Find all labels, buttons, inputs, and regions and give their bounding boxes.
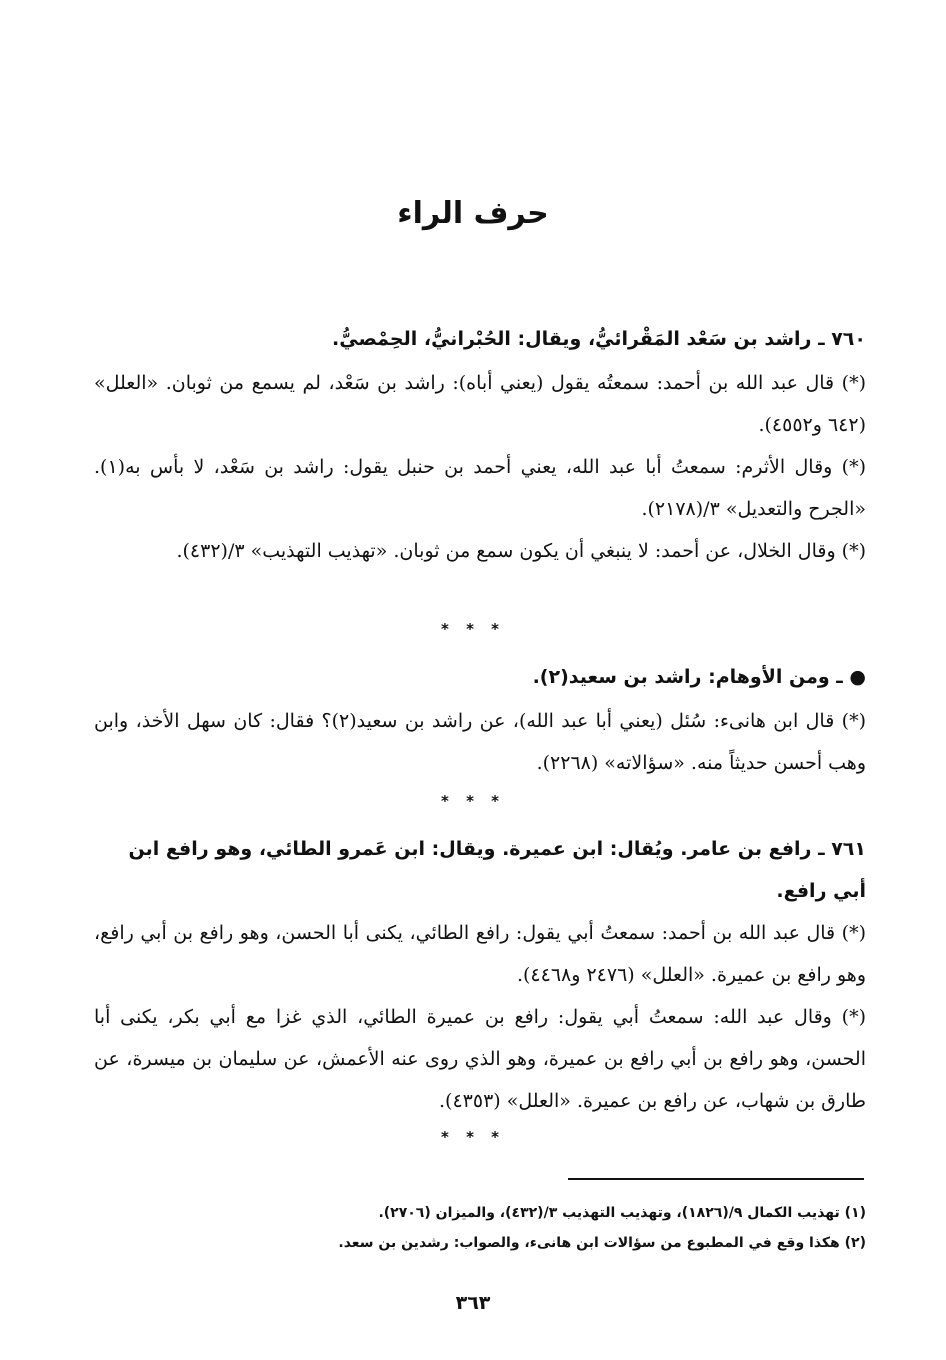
entry-760-paragraph-1: (*) قال عبد الله بن أحمد: سمعتُه يقول (يعني أباه): راشد بن سَعْد، لم يسمع من ثوبان. «العلل» (٦٤٢ و٤٥٥٢).	[94, 372, 866, 436]
entry-761-heading: ٧٦١ ـ رافع بن عامر. ويُقال: ابن عميرة. ويقال: ابن عَمرو الطائي، وهو رافع ابن أبي رافع.	[128, 838, 866, 902]
section-separator-3: * * *	[441, 1128, 505, 1146]
footnote-1: (١) تهذيب الكمال ٩/(١٨٢٦)، وتهذيب التهذيب ٣/(٤٣٢)، والميزان (٢٧٠٦).	[378, 1205, 866, 1221]
section-separator-1: * * *	[441, 620, 505, 638]
footnote-rule	[568, 1178, 864, 1180]
awham-paragraph-1: (*) قال ابن هانىء: سُئل (يعني أبا عبد الله)، عن راشد بن سعيد(٢)؟ فقال: كان سهل الأخذ، وابن وهب أحسن حديثاً منه. «سؤالاته» (٢٢٦٨).	[94, 710, 866, 774]
entry-760-paragraph-3: (*) وقال الخلال، عن أحمد: لا ينبغي أن يكون سمع من ثوبان. «تهذيب التهذيب» ٣/(٤٣٢).	[176, 540, 866, 562]
awham-heading: ● ـ ومن الأوهام: راشد بن سعيد(٢).	[532, 666, 866, 688]
entry-760-paragraph-2: (*) وقال الأثرم: سمعتُ أبا عبد الله، يعني أحمد بن حنبل يقول: راشد بن سَعْد، لا بأس به(١). «الجرح والتعديل» ٣/(٢١٧٨).	[94, 456, 866, 520]
footnote-2: (٢) هكذا وقع في المطبوع من سؤالات ابن هانىء، والصواب: رشدين بن سعد.	[338, 1235, 866, 1251]
entry-760-heading: ٧٦٠ ـ راشد بن سَعْد المَقْرائيُّ، ويقال: الحُبْرانيُّ، الحِمْصيُّ.	[332, 328, 866, 350]
section-separator-2: * * *	[441, 792, 505, 810]
page-number: ٣٦٣	[455, 1292, 491, 1314]
entry-761-paragraph-2: (*) وقال عبد الله: سمعتُ أبي يقول: رافع بن عميرة الطائي، الذي غزا مع أبي بكر، يكنى أبا الحسن، وهو رافع بن أبي رافع بن عميرة، وهو الذي روى عنه الأعمش، عن سليمان بن ميسرة، عن طارق بن شهاب، عن رافع بن عميرة. «العلل» (٤٣٥٣).	[94, 1006, 866, 1112]
entry-761-paragraph-1: (*) قال عبد الله بن أحمد: سمعتُ أبي يقول: رافع الطائي، يكنى أبا الحسن، وهو رافع بن أبي رافع، وهو رافع بن عميرة. «العلل» (٢٤٧٦ و٤٤٦٨).	[94, 922, 866, 986]
chapter-title: حرف الراء	[397, 196, 549, 231]
